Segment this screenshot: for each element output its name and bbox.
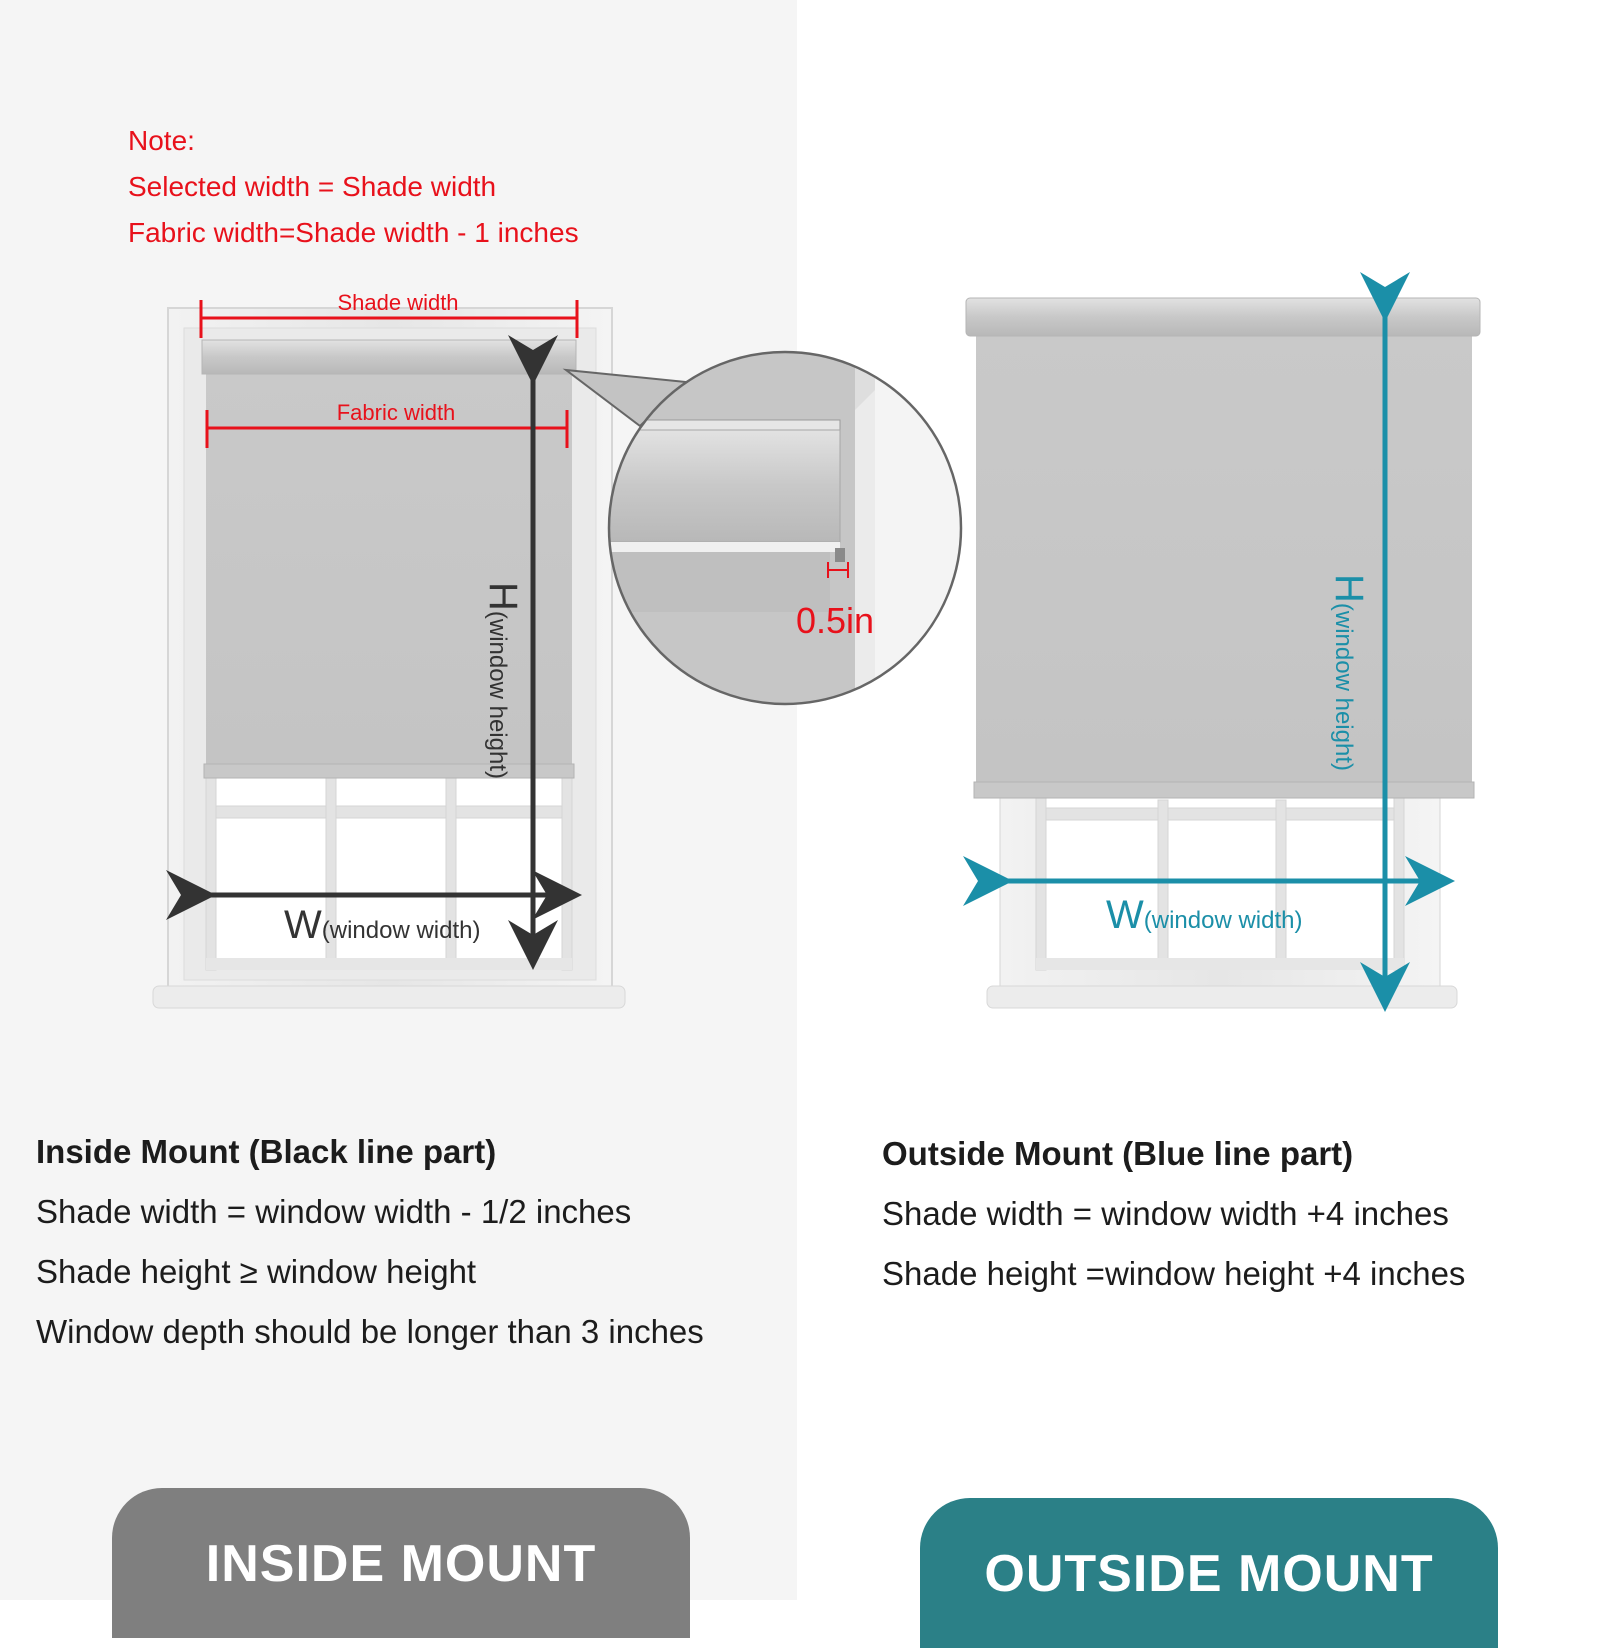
gap-label: 0.5in bbox=[795, 600, 875, 641]
note-line-1: Selected width = Shade width bbox=[128, 171, 497, 202]
outside-mount-line-1: Shade width = window width +4 inches bbox=[882, 1195, 1449, 1232]
outside-mount-button[interactable] bbox=[920, 1498, 1498, 1648]
note-line-2: Fabric width=Shade width - 1 inches bbox=[128, 217, 579, 248]
outside-mount-description bbox=[882, 1124, 1465, 1304]
outside-height-text: (window height) bbox=[1330, 602, 1357, 771]
inside-mount-button[interactable] bbox=[112, 1488, 690, 1638]
inside-mount-line-3: Window depth should be longer than 3 inches bbox=[36, 1313, 704, 1350]
outside-height-letter: H bbox=[1327, 574, 1371, 603]
outside-mount-line-2: Shade height =window height +4 inches bbox=[882, 1255, 1466, 1292]
inside-height-letter: H bbox=[481, 582, 525, 611]
inside-mount-description bbox=[36, 1122, 704, 1362]
outside-width-letter: W bbox=[1106, 893, 1144, 937]
outside-window bbox=[966, 298, 1480, 1008]
note-title: Note: bbox=[128, 125, 195, 156]
inside-mount-line-1: Shade width = window width - 1/2 inches bbox=[36, 1193, 632, 1230]
fabric-width-label: Fabric width bbox=[336, 400, 456, 425]
outside-mount-button-label: OUTSIDE MOUNT bbox=[984, 1545, 1434, 1603]
inside-width-letter: W bbox=[284, 903, 322, 947]
note-block bbox=[128, 118, 579, 256]
inside-width-text: (window width) bbox=[321, 917, 481, 944]
inside-height-text: (window height) bbox=[484, 610, 511, 779]
outside-width-text: (window width) bbox=[1143, 907, 1303, 934]
zoom-callout bbox=[566, 340, 980, 720]
inside-mount-button-label: INSIDE MOUNT bbox=[205, 1535, 597, 1593]
outside-mount-heading: Outside Mount (Blue line part) bbox=[882, 1135, 1354, 1172]
inside-mount-heading: Inside Mount (Black line part) bbox=[36, 1133, 497, 1170]
shade-width-label: Shade width bbox=[337, 290, 459, 315]
inside-mount-line-2: Shade height ≥ window height bbox=[36, 1253, 477, 1290]
